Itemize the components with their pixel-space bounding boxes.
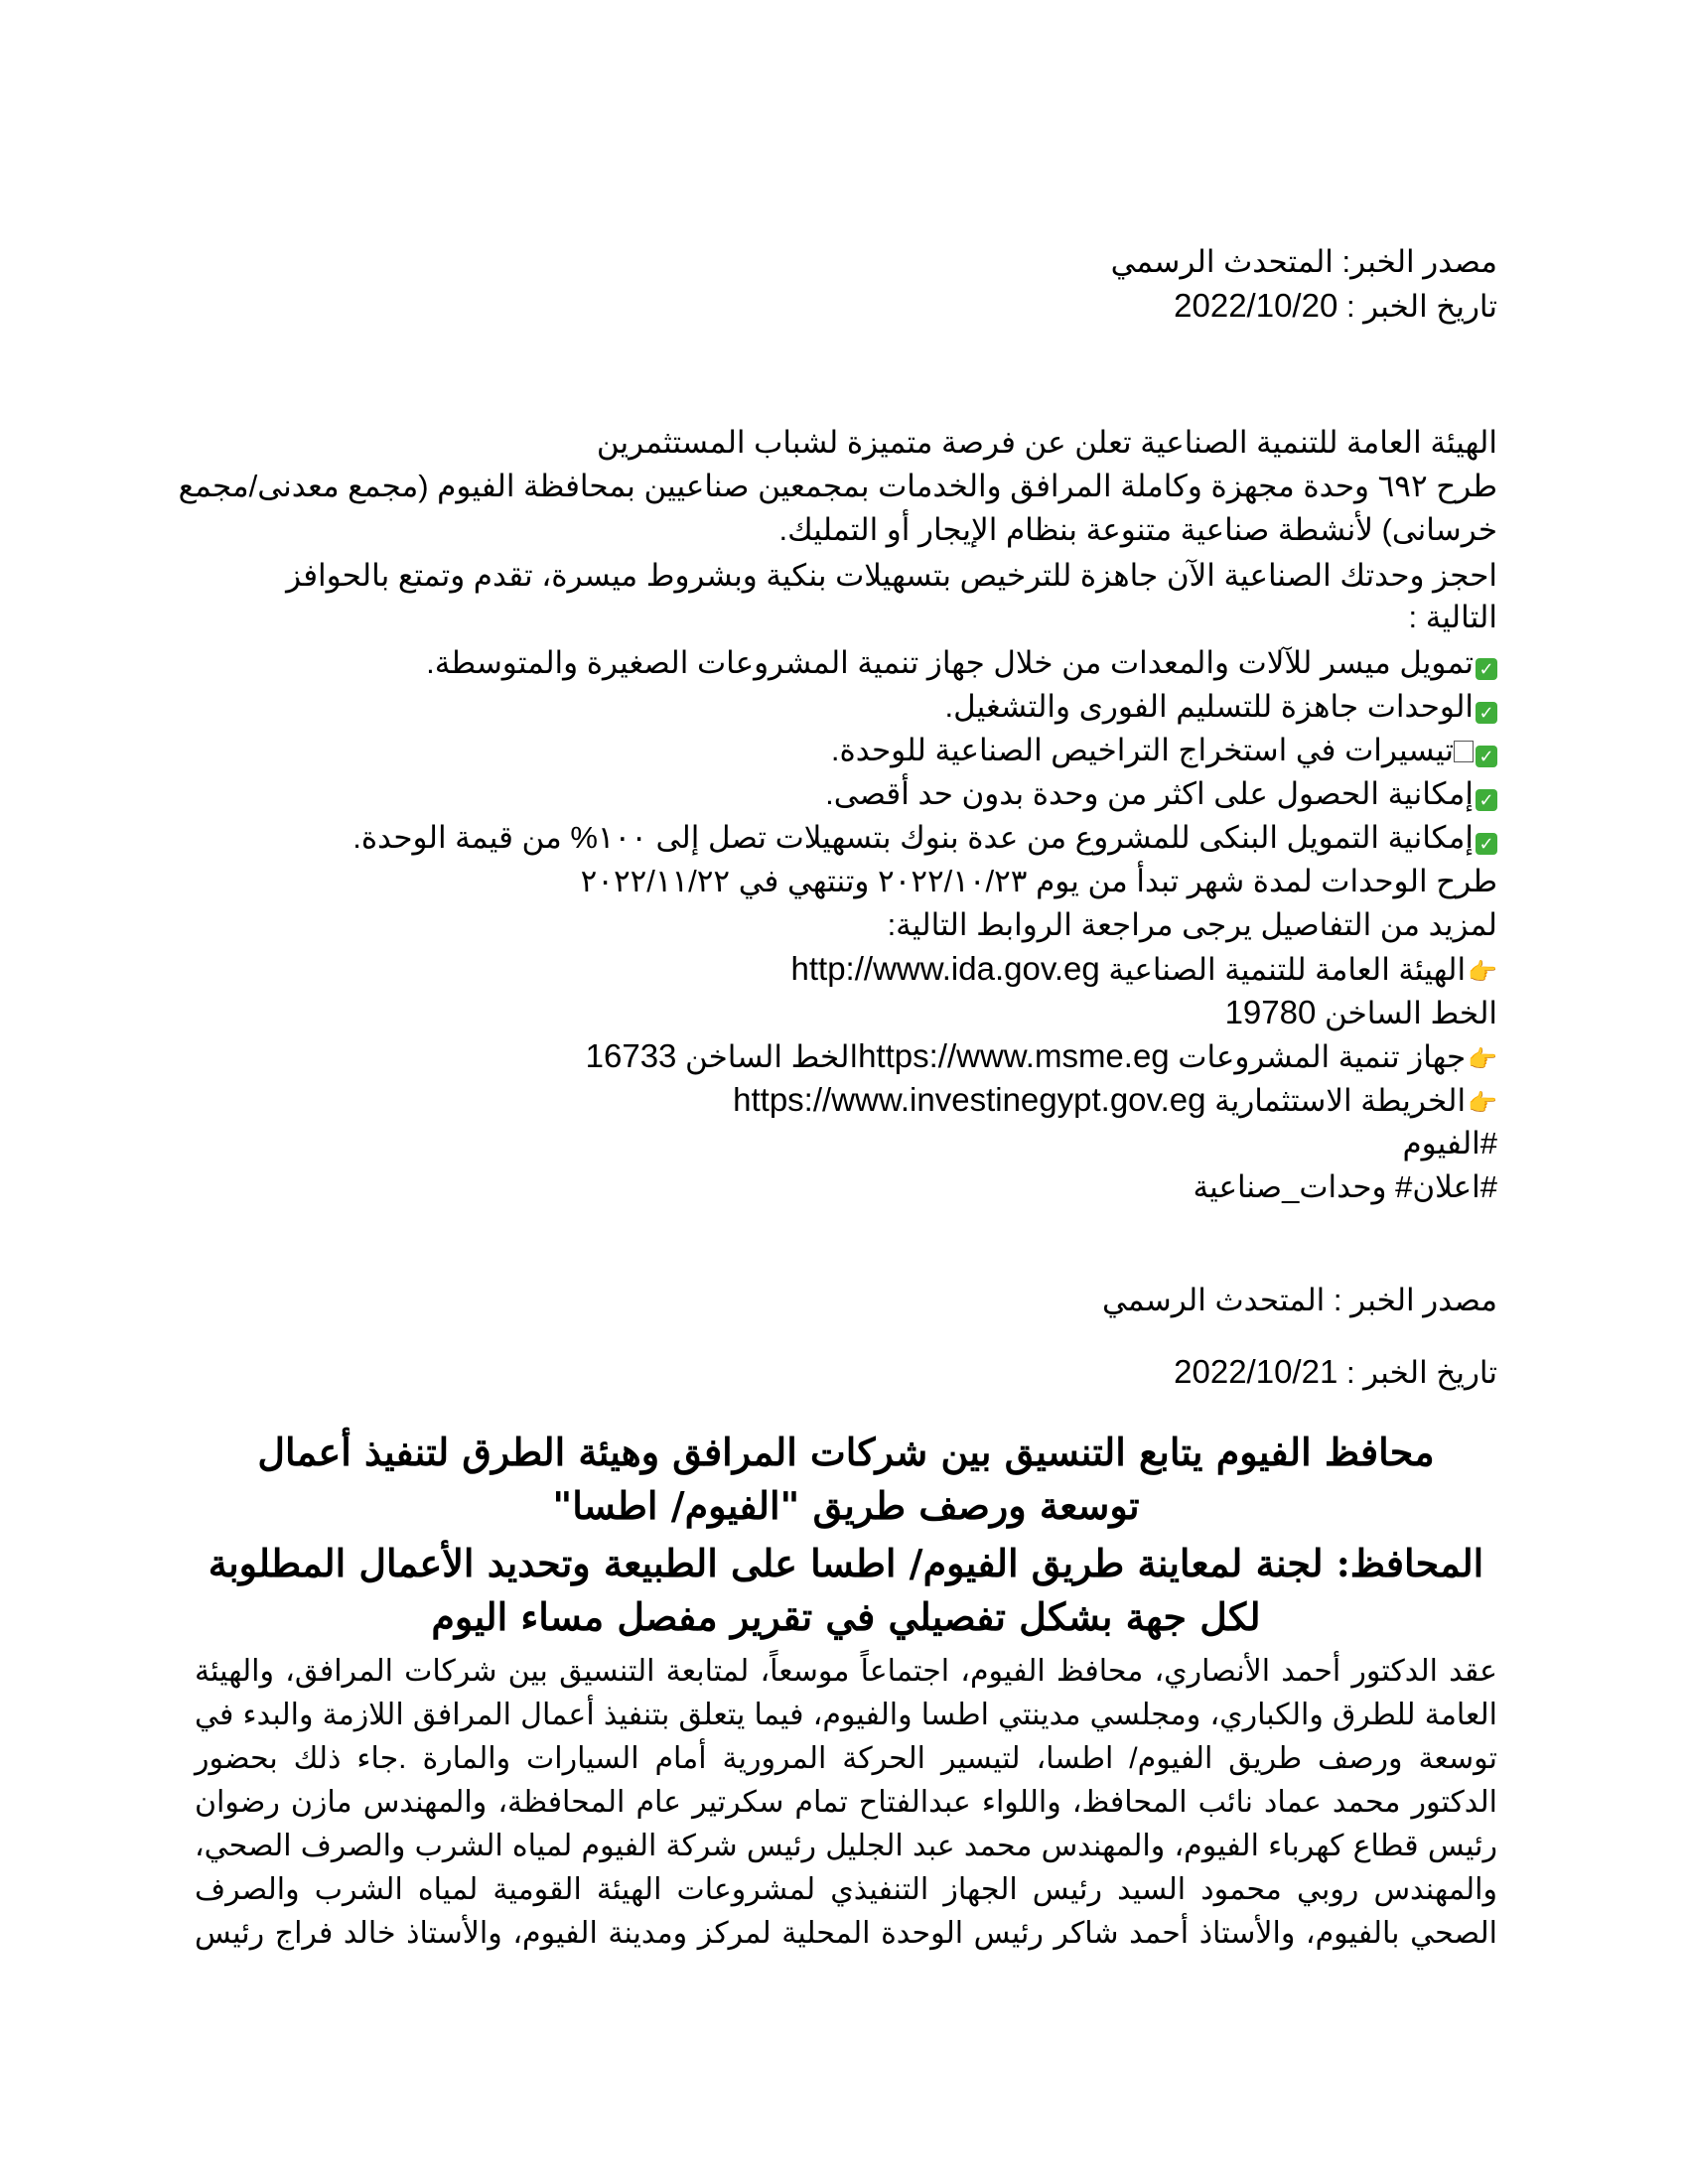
check-icon: ✓	[1476, 658, 1497, 680]
hotline1-label: الخط الساخن	[1324, 996, 1497, 1030]
subheadline-line-1: المحافظ: لجنة لمعاينة طريق الفيوم/ اطسا على الطبيعة وتحديد الأعمال المطلوبة	[208, 1541, 1484, 1585]
link3-label: الخريطة الاستثمارية	[1214, 1083, 1467, 1118]
link-row-ida	[791, 947, 1497, 995]
news2-source: مصدر الخبر : المتحدث الرسمي	[1101, 1283, 1497, 1317]
bullet-item	[352, 816, 1497, 860]
bullet-item	[426, 641, 1497, 685]
hashtag-line-2: #اعلان# وحدات_صناعية	[1193, 1169, 1497, 1204]
body-line-6: والمهندس روبي محمود السيد رئيس الجهاز التنفيذي لمشروعات الهيئة القومية لمياه الشرب والصرف	[195, 1873, 1497, 1906]
news1-source	[1111, 240, 1497, 284]
body-line-3: توسعة ورصف طريق الفيوم/ اطسا، لتيسير الحركة المرورية أمام السيارات والمارة .جاء ذلك بحضور	[195, 1742, 1497, 1775]
link1-url[interactable]: http://www.ida.gov.eg	[790, 950, 1100, 987]
bullet-text: تيسيرات في استخراج التراخيص الصناعية للوحدة.	[830, 733, 1454, 767]
link2-url[interactable]: https://www.msme.eg	[858, 1037, 1170, 1074]
link3-url[interactable]: https://www.investinegypt.gov.eg	[733, 1081, 1206, 1118]
bullet-item	[825, 772, 1497, 816]
check-icon: ✓	[1476, 702, 1497, 724]
check-icon: ✓	[1476, 789, 1497, 811]
news2-date	[1174, 1350, 1497, 1395]
bullet-text: تمويل ميسر للآلات والمعدات من خلال جهاز تنمية المشروعات الصغيرة والمتوسطة.	[426, 645, 1474, 680]
body-line-7: الصحي بالفيوم، والأستاذ أحمد شاكر رئيس الوحدة المحلية لمركز ومدينة الفيوم، والأستاذ خالد فراج رئيس	[195, 1917, 1497, 1950]
bullet-item	[945, 685, 1497, 729]
headline-line-2: توسعة ورصف طريق "الفيوم/ اطسا"	[552, 1483, 1140, 1528]
headline-line-1: محافظ الفيوم يتابع التنسيق بين شركات المرافق وهيئة الطرق لتنفيذ أعمال	[257, 1430, 1435, 1474]
news1-period-line: طرح الوحدات لمدة شهر تبدأ من يوم ٢٠٢٢/١٠/٢٣ وتنتهي في ٢٠٢٢/١١/٢٢	[580, 864, 1497, 898]
news1-line-1: الهيئة العامة للتنمية الصناعية تعلن عن فرصة متميزة لشباب المستثمرين	[596, 425, 1497, 460]
check-icon: ✓	[1476, 833, 1497, 855]
body-line-5: رئيس قطاع كهرباء الفيوم، والمهندس محمد عبد الجليل رئيس شركة الفيوم لمياه الشرب والصرف الصحي،	[195, 1830, 1497, 1862]
link-row-investmap	[733, 1078, 1497, 1126]
link-row-msme	[586, 1034, 1497, 1082]
subheadline-line-2: لكل جهة بشكل تفصيلي في تقرير مفصل مساء اليوم	[431, 1594, 1261, 1639]
link2-label: جهاز تنمية المشروعات	[1178, 1039, 1467, 1074]
news1-source-text: مصدر الخبر: المتحدث الرسمي	[1110, 244, 1497, 279]
news1-date-value: 2022/10/20	[1174, 287, 1338, 324]
bullet-text: إمكانية الحصول على اكثر من وحدة بدون حد أقصى.	[825, 776, 1474, 811]
hotline2-label: الخط الساخن	[685, 1039, 859, 1074]
bullet-text: الوحدات جاهزة للتسليم الفورى والتشغيل.	[944, 689, 1474, 724]
missing-glyph-box-icon	[1454, 741, 1474, 762]
pointing-hand-icon: 👉	[1468, 1046, 1497, 1073]
link1-label: الهيئة العامة للتنمية الصناعية	[1108, 952, 1467, 987]
pointing-hand-icon: 👉	[1468, 959, 1497, 986]
bullet-text: إمكانية التمويل البنكى للمشروع من عدة بنوك بتسهيلات تصل إلى ١٠٠% من قيمة الوحدة.	[352, 820, 1474, 855]
news1-line-4: احجز وحدتك الصناعية الآن جاهزة للترخيص بتسهيلات بنكية وبشروط ميسرة، تقدم وتمتع بالحوافز	[286, 558, 1497, 593]
body-line-4: الدكتور محمد عماد نائب المحافظ، واللواء عبدالفتاح تمام سكرتير عام المحافظة، والمهندس مازن رضوان	[195, 1786, 1497, 1819]
news2-date-label: تاريخ الخبر :	[1345, 1355, 1497, 1390]
hotline2-value: 16733	[585, 1037, 677, 1074]
hashtag-line-1: #الفيوم	[1402, 1126, 1497, 1160]
news2-date-value: 2022/10/21	[1174, 1353, 1338, 1390]
pointing-hand-icon: 👉	[1468, 1090, 1497, 1117]
check-icon: ✓	[1476, 746, 1497, 767]
news1-links-intro: لمزيد من التفاصيل يرجى مراجعة الروابط التالية:	[887, 907, 1497, 942]
body-line-1: عقد الدكتور أحمد الأنصاري، محافظ الفيوم، اجتماعاً موسعاً، لمتابعة التنسيق بين شركات المرافق، والهيئة	[195, 1655, 1497, 1688]
news1-line-3: خرسانى) لأنشطة صناعية متنوعة بنظام الإيجار أو التمليك.	[778, 512, 1497, 547]
hotline1-value: 19780	[1224, 994, 1317, 1030]
bullet-item	[831, 729, 1497, 772]
hotline-row-1	[1225, 991, 1497, 1035]
body-line-2: العامة للطرق والكباري، ومجلسي مدينتي اطسا والفيوم، فيما يتعلق بتنفيذ أعمال المرافق اللازمة والبدء في	[195, 1699, 1497, 1731]
news1-line-5: التالية :	[1408, 600, 1497, 634]
news1-line-2: طرح ٦٩٢ وحدة مجهزة وكاملة المرافق والخدمات بمجمعين صناعيين بمحافظة الفيوم (مجمع معدنى/مجمع	[178, 469, 1497, 503]
news1-date	[1174, 284, 1497, 329]
news1-date-label: تاريخ الخبر :	[1345, 289, 1497, 324]
